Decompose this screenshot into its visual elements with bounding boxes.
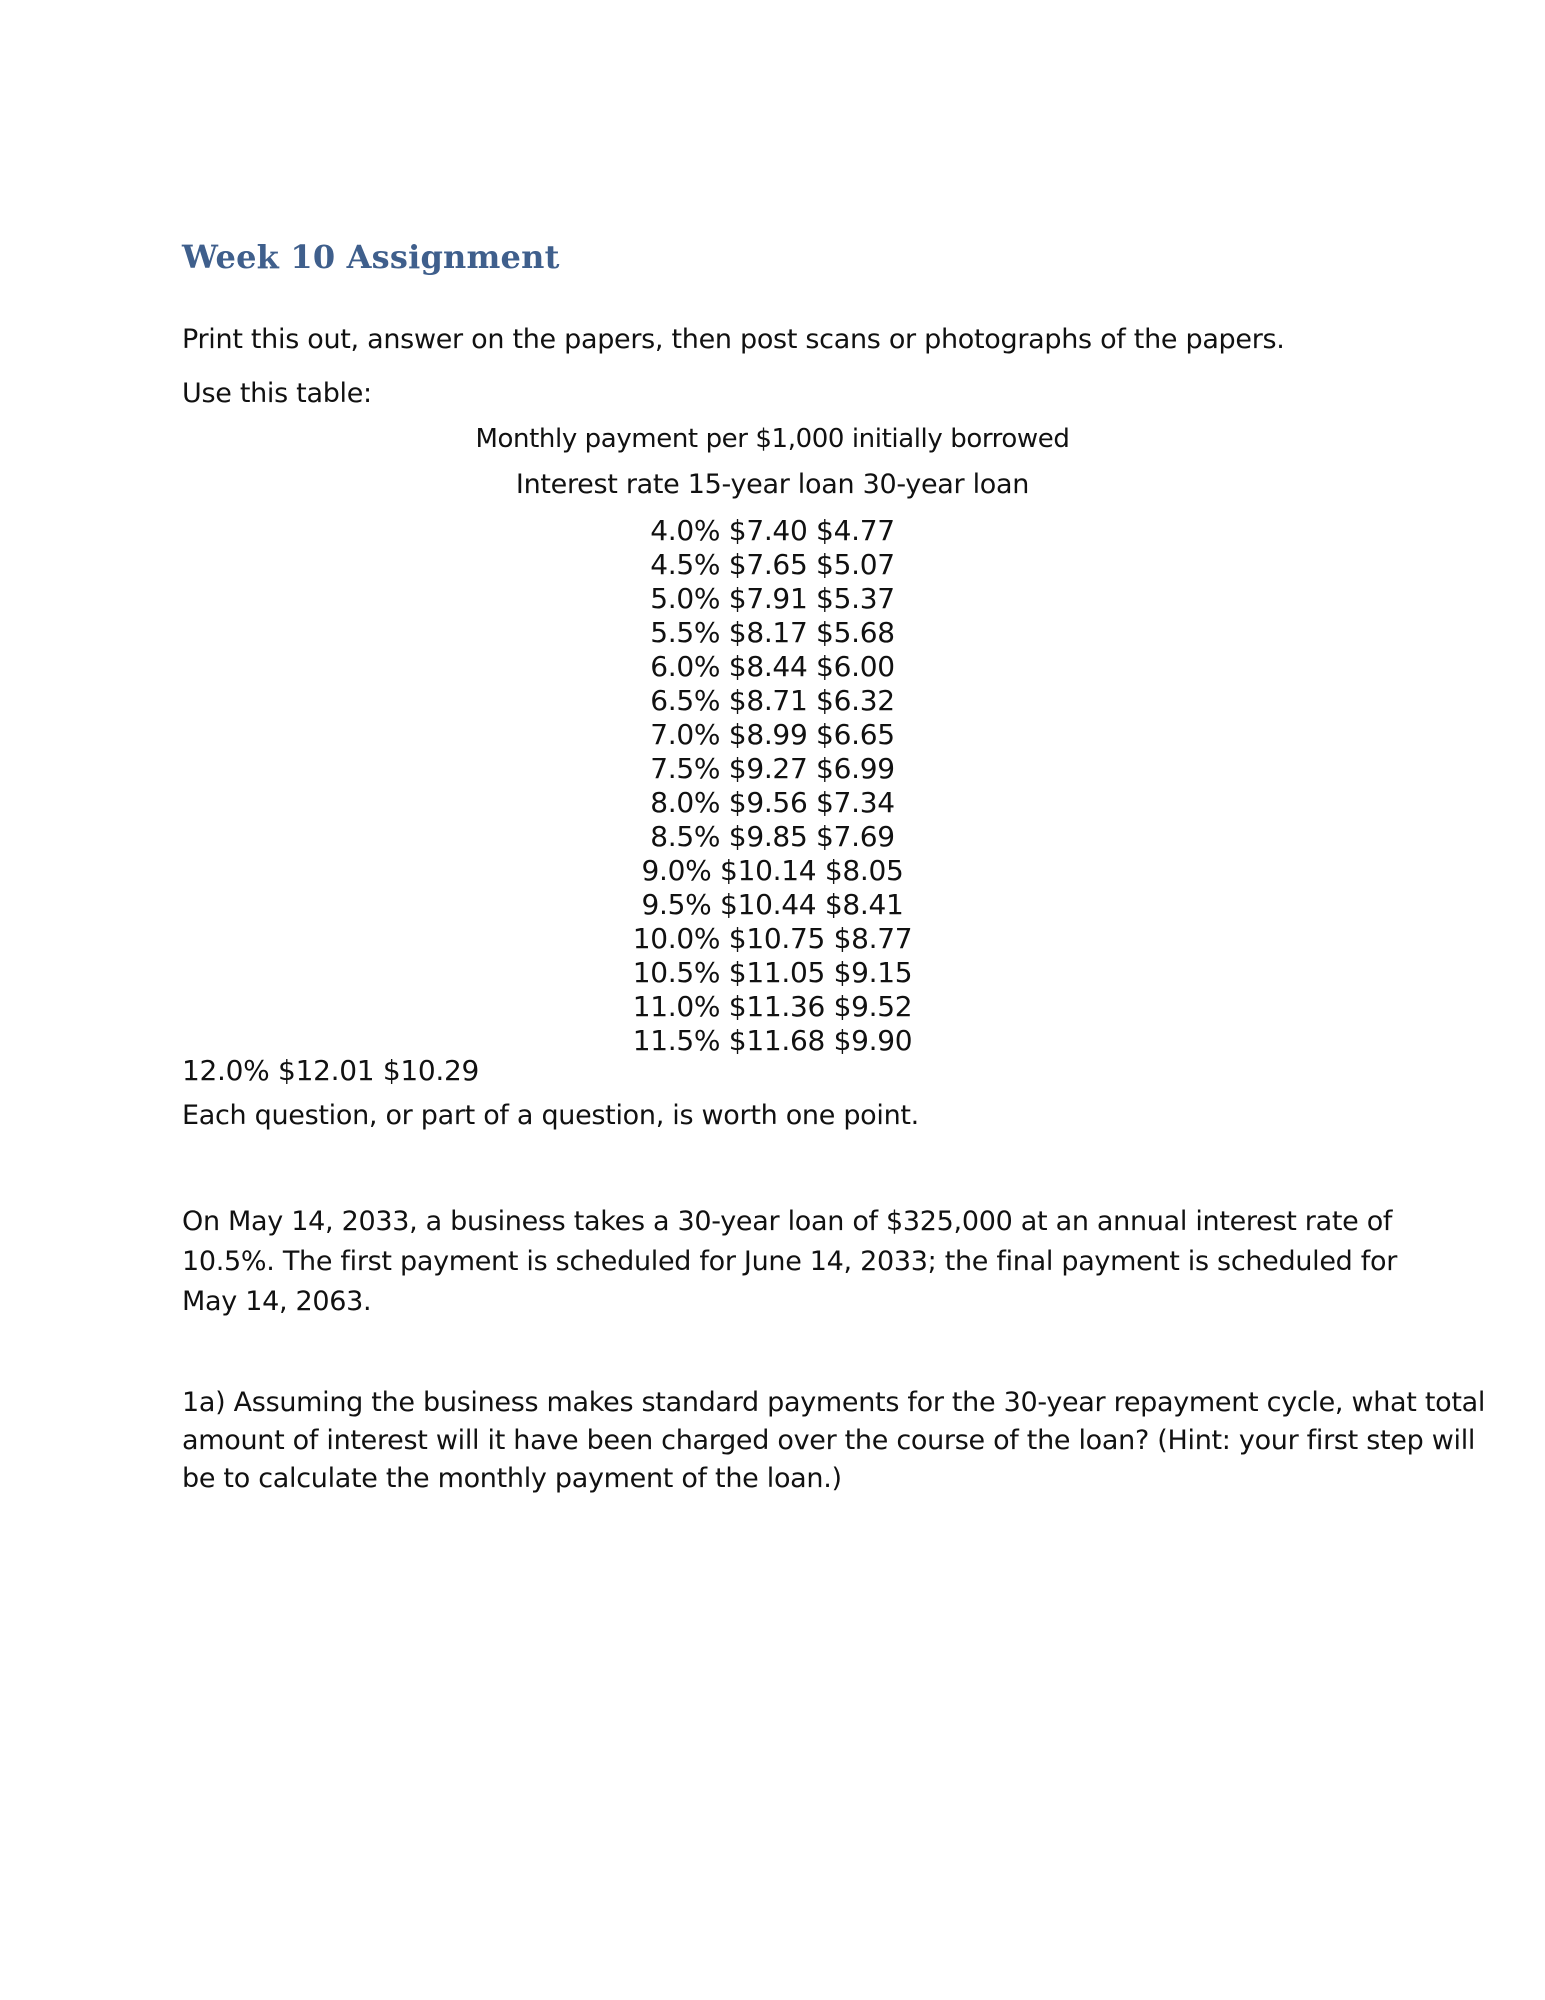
table-row: 11.0% $11.36 $9.52 — [632, 990, 913, 1023]
table-row: 9.0% $10.14 $8.05 — [641, 854, 904, 887]
use-table-label: Use this table: — [182, 378, 372, 409]
page-title: Week 10 Assignment — [182, 238, 560, 276]
table-last-row: 12.0% $12.01 $10.29 — [182, 1054, 479, 1087]
question-1a: 1a) Assuming the business makes standard payments for the 30-year repayment cycle, what total amount of interest will it have been charged over the course of the loan? (Hint: your first step will be to calculate the monthly payment of the loan.) — [182, 1387, 1486, 1494]
table-caption: Monthly payment per $1,000 initially borrowed — [475, 424, 1070, 454]
table-header: Interest rate 15-year loan 30-year loan — [515, 469, 1030, 500]
table-row: 5.5% $8.17 $5.68 — [650, 616, 895, 649]
table-row: 8.5% $9.85 $7.69 — [650, 820, 895, 853]
table-row: 7.0% $8.99 $6.65 — [650, 718, 895, 751]
table-row: 11.5% $11.68 $9.90 — [632, 1024, 913, 1057]
payment-table-rows — [0, 514, 1545, 1058]
table-row: 7.5% $9.27 $6.99 — [650, 752, 895, 785]
table-row: 9.5% $10.44 $8.41 — [641, 888, 904, 921]
table-row: 10.0% $10.75 $8.77 — [632, 922, 913, 955]
points-note: Each question, or part of a question, is worth one point. — [182, 1100, 919, 1131]
table-row: 4.0% $7.40 $4.77 — [650, 514, 895, 547]
problem-statement: On May 14, 2033, a business takes a 30-year loan of $325,000 at an annual interest rate of 10.5%. The first payment is scheduled for June 14, 2033; the final payment is scheduled for May 14, 2063. — [182, 1206, 1398, 1317]
table-row: 4.5% $7.65 $5.07 — [650, 548, 895, 581]
table-row: 6.5% $8.71 $6.32 — [650, 684, 895, 717]
instructions-text: Print this out, answer on the papers, then post scans or photographs of the papers. — [182, 324, 1285, 355]
table-row: 5.0% $7.91 $5.37 — [650, 582, 895, 615]
table-row: 6.0% $8.44 $6.00 — [650, 650, 895, 683]
table-row: 10.5% $11.05 $9.15 — [632, 956, 913, 989]
table-row: 8.0% $9.56 $7.34 — [650, 786, 895, 819]
